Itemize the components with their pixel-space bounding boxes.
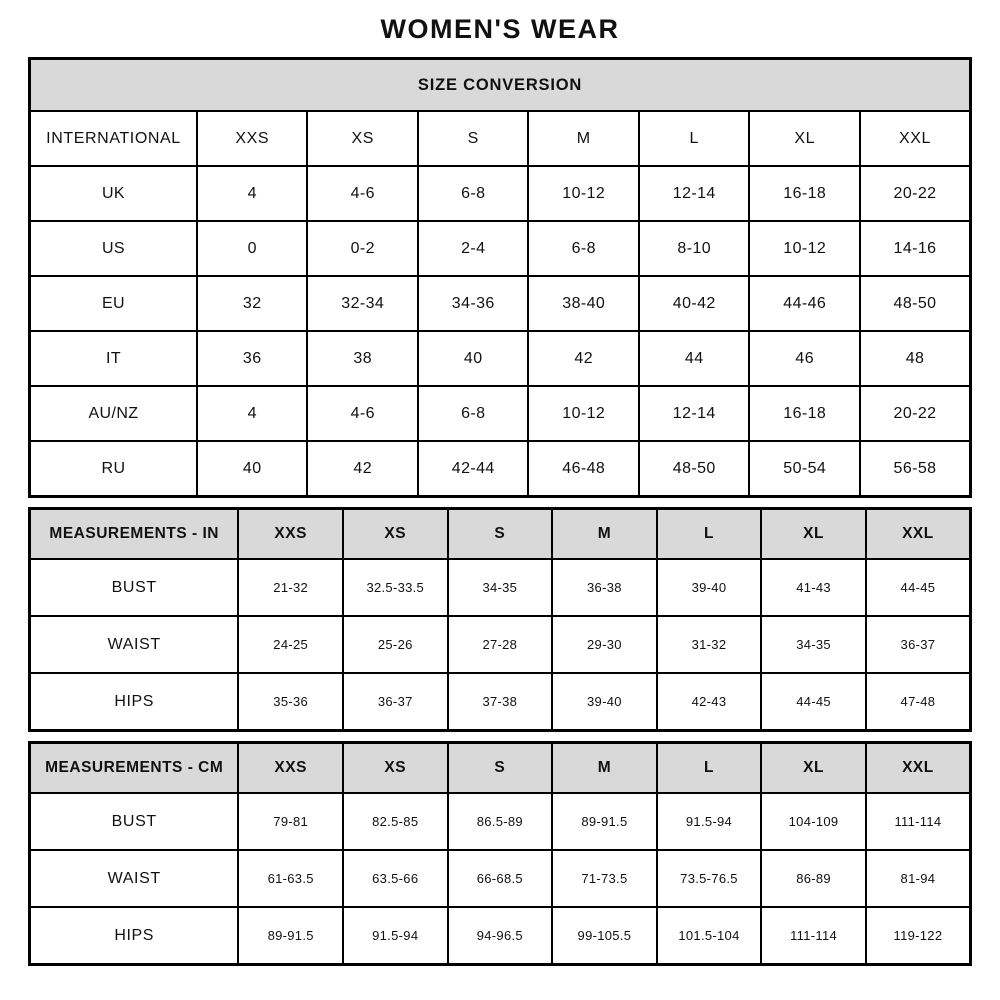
row-label: HIPS (30, 673, 239, 731)
size-value-cell: 48-50 (860, 276, 971, 331)
measurements-cm-header-row (30, 743, 971, 794)
size-value-cell: 44-46 (749, 276, 860, 331)
size-conversion-title-row (30, 59, 971, 112)
column-header: XS (307, 111, 418, 166)
size-value-cell: 12-14 (639, 166, 750, 221)
size-value-cell: 50-54 (749, 441, 860, 497)
measurements-cm-table (28, 741, 972, 966)
size-value-cell: 10-12 (749, 221, 860, 276)
measurements-cm-header-label: MEASUREMENTS - CM (30, 743, 239, 794)
measurements-in-row-hips (30, 673, 971, 731)
size-value-cell: 39-40 (552, 673, 657, 731)
size-value-cell: 86.5-89 (448, 793, 553, 850)
size-value-cell: 6-8 (418, 386, 529, 441)
size-value-cell: 44-45 (866, 559, 971, 616)
size-value-cell: 20-22 (860, 166, 971, 221)
size-value-cell: 61-63.5 (238, 850, 343, 907)
size-value-cell: 111-114 (761, 907, 866, 965)
row-label: UK (30, 166, 197, 221)
size-value-cell: 42-43 (657, 673, 762, 731)
size-conversion-row-eu (30, 276, 971, 331)
size-value-cell: 91.5-94 (657, 793, 762, 850)
column-header: XS (343, 743, 448, 794)
size-value-cell: 29-30 (552, 616, 657, 673)
row-label: EU (30, 276, 197, 331)
size-value-cell: 8-10 (639, 221, 750, 276)
row-label: RU (30, 441, 197, 497)
size-conversion-table-title: SIZE CONVERSION (30, 59, 971, 112)
size-value-cell: 35-36 (238, 673, 343, 731)
size-value-cell: 101.5-104 (657, 907, 762, 965)
size-value-cell: 6-8 (418, 166, 529, 221)
size-value-cell: 46 (749, 331, 860, 386)
size-value-cell: 56-58 (860, 441, 971, 497)
measurements-in-header-label: MEASUREMENTS - IN (30, 509, 239, 560)
page-title: WOMEN'S WEAR (380, 14, 620, 44)
size-value-cell: 99-105.5 (552, 907, 657, 965)
size-value-cell: 12-14 (639, 386, 750, 441)
size-value-cell: 4-6 (307, 166, 418, 221)
size-value-cell: 38-40 (528, 276, 639, 331)
size-value-cell: 14-16 (860, 221, 971, 276)
size-value-cell: 27-28 (448, 616, 553, 673)
column-header: XXL (866, 743, 971, 794)
column-header: M (528, 111, 639, 166)
size-value-cell: 82.5-85 (343, 793, 448, 850)
size-value-cell: 36-38 (552, 559, 657, 616)
size-value-cell: 4 (197, 386, 308, 441)
measurements-in-table (28, 507, 972, 732)
column-header: XL (761, 509, 866, 560)
size-value-cell: 40 (418, 331, 529, 386)
size-value-cell: 4-6 (307, 386, 418, 441)
size-value-cell: 63.5-66 (343, 850, 448, 907)
size-value-cell: 16-18 (749, 166, 860, 221)
column-header: XXS (238, 743, 343, 794)
size-value-cell: 40 (197, 441, 308, 497)
size-conversion-row-ru (30, 441, 971, 497)
row-label: AU/NZ (30, 386, 197, 441)
size-value-cell: 16-18 (749, 386, 860, 441)
size-value-cell: 44-45 (761, 673, 866, 731)
size-conversion-header-label: INTERNATIONAL (30, 111, 197, 166)
size-value-cell: 39-40 (657, 559, 762, 616)
size-value-cell: 10-12 (528, 386, 639, 441)
column-header: XXL (860, 111, 971, 166)
measurements-in-row-bust (30, 559, 971, 616)
measurements-in-header-row (30, 509, 971, 560)
column-header: XXS (197, 111, 308, 166)
column-header: XS (343, 509, 448, 560)
size-value-cell: 79-81 (238, 793, 343, 850)
column-header: L (657, 743, 762, 794)
size-value-cell: 32 (197, 276, 308, 331)
size-value-cell: 36-37 (343, 673, 448, 731)
size-value-cell: 48-50 (639, 441, 750, 497)
size-value-cell: 2-4 (418, 221, 529, 276)
size-value-cell: 40-42 (639, 276, 750, 331)
row-label: WAIST (30, 850, 239, 907)
size-conversion-table (28, 57, 972, 498)
size-value-cell: 37-38 (448, 673, 553, 731)
column-header: L (657, 509, 762, 560)
size-value-cell: 89-91.5 (238, 907, 343, 965)
size-value-cell: 31-32 (657, 616, 762, 673)
size-value-cell: 4 (197, 166, 308, 221)
size-value-cell: 81-94 (866, 850, 971, 907)
column-header: L (639, 111, 750, 166)
size-value-cell: 48 (860, 331, 971, 386)
column-header: M (552, 509, 657, 560)
size-conversion-row-it (30, 331, 971, 386)
size-value-cell: 47-48 (866, 673, 971, 731)
tables-container (28, 57, 972, 966)
size-value-cell: 10-12 (528, 166, 639, 221)
size-value-cell: 21-32 (238, 559, 343, 616)
row-label: WAIST (30, 616, 239, 673)
size-value-cell: 91.5-94 (343, 907, 448, 965)
size-value-cell: 36-37 (866, 616, 971, 673)
column-header: S (418, 111, 529, 166)
row-label: US (30, 221, 197, 276)
size-value-cell: 42-44 (418, 441, 529, 497)
size-value-cell: 111-114 (866, 793, 971, 850)
size-value-cell: 46-48 (528, 441, 639, 497)
size-value-cell: 71-73.5 (552, 850, 657, 907)
size-value-cell: 42 (307, 441, 418, 497)
size-value-cell: 6-8 (528, 221, 639, 276)
column-header: S (448, 743, 553, 794)
size-value-cell: 119-122 (866, 907, 971, 965)
column-header: XXS (238, 509, 343, 560)
measurements-cm-row-hips (30, 907, 971, 965)
size-value-cell: 86-89 (761, 850, 866, 907)
size-value-cell: 32.5-33.5 (343, 559, 448, 616)
measurements-cm-row-waist (30, 850, 971, 907)
size-value-cell: 73.5-76.5 (657, 850, 762, 907)
size-value-cell: 44 (639, 331, 750, 386)
size-value-cell: 104-109 (761, 793, 866, 850)
size-value-cell: 24-25 (238, 616, 343, 673)
column-header: XXL (866, 509, 971, 560)
size-value-cell: 32-34 (307, 276, 418, 331)
size-value-cell: 66-68.5 (448, 850, 553, 907)
size-value-cell: 42 (528, 331, 639, 386)
column-header: M (552, 743, 657, 794)
column-header: XL (761, 743, 866, 794)
size-conversion-row-uk (30, 166, 971, 221)
size-value-cell: 0-2 (307, 221, 418, 276)
size-conversion-row-us (30, 221, 971, 276)
row-label: BUST (30, 793, 239, 850)
row-label: BUST (30, 559, 239, 616)
size-value-cell: 20-22 (860, 386, 971, 441)
size-value-cell: 34-35 (448, 559, 553, 616)
row-label: IT (30, 331, 197, 386)
size-conversion-header-row (30, 111, 971, 166)
measurements-in-row-waist (30, 616, 971, 673)
size-value-cell: 36 (197, 331, 308, 386)
size-value-cell: 41-43 (761, 559, 866, 616)
size-value-cell: 89-91.5 (552, 793, 657, 850)
size-value-cell: 25-26 (343, 616, 448, 673)
size-value-cell: 34-35 (761, 616, 866, 673)
measurements-cm-row-bust (30, 793, 971, 850)
size-value-cell: 0 (197, 221, 308, 276)
size-value-cell: 34-36 (418, 276, 529, 331)
row-label: HIPS (30, 907, 239, 965)
column-header: XL (749, 111, 860, 166)
column-header: S (448, 509, 553, 560)
size-value-cell: 94-96.5 (448, 907, 553, 965)
size-conversion-row-au-nz (30, 386, 971, 441)
size-value-cell: 38 (307, 331, 418, 386)
